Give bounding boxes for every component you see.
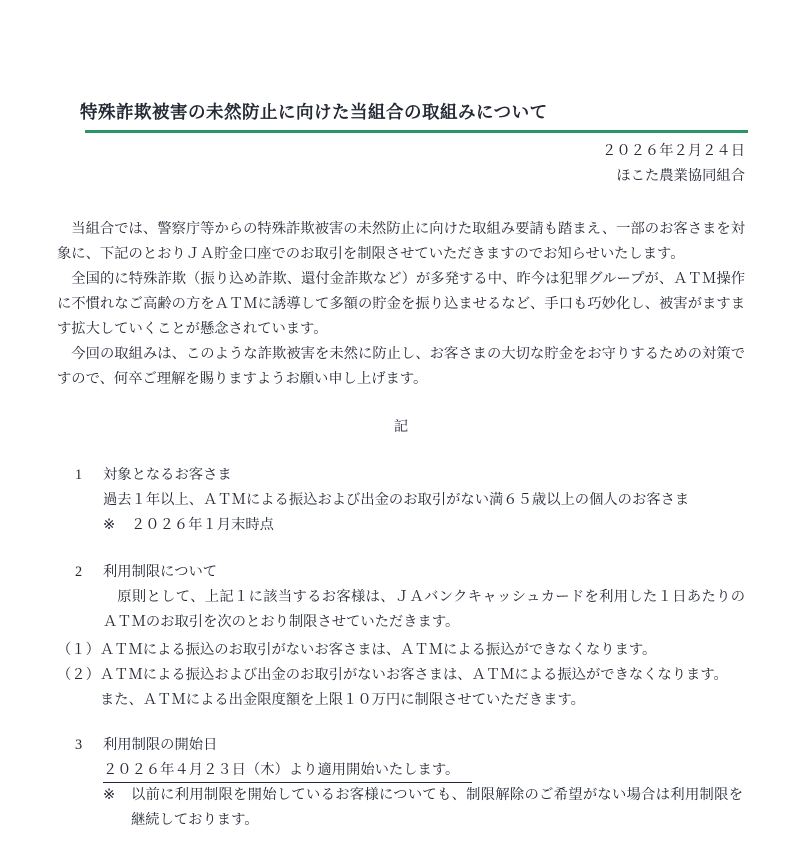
restriction-item: （２）ＡＴＭによる振込および出金のお取引がないお客さまは、ＡＴＭによる振込ができなくなります。 — [57, 667, 728, 683]
section-note — [103, 513, 745, 538]
restriction-item: （１）ＡＴＭによる振込のお取引がないお客さまは、ＡＴＭによる振込ができなくなります。 — [57, 642, 657, 658]
restriction-item-continuation: また、ＡＴＭによる出金限度額を上限１０万円に制限させていただきます。 — [100, 692, 585, 708]
section-heading — [75, 560, 745, 585]
intro-paragraph: 当組合では、警察庁等からの特殊詐欺被害の未然防止に向けた取組み要請も踏まえ、一部のお客さまを対象に、下記のとおりＪＡ貯金口座でのお取引を制限させていただきますのでお知らせいたします。 — [57, 221, 745, 262]
document-meta — [57, 139, 745, 189]
intro-paragraphs — [57, 217, 745, 392]
restriction-items — [57, 638, 745, 713]
note-mark: ※ — [103, 787, 115, 803]
section-heading — [75, 463, 745, 488]
intro-paragraph: 今回の取組みは、このような詐欺被害を未然に防止し、お客さまの大切な貯金をお守りするための対策ですので、何卒ご理解を賜りますようお願い申し上げます。 — [57, 346, 745, 387]
section-heading-text: 利用制限について — [103, 564, 218, 580]
section-heading-text: 対象となるお客さま — [103, 467, 232, 483]
section-note — [103, 783, 745, 833]
section-number: 1 — [75, 467, 83, 483]
date-line: ２０２６年２月２４日 — [602, 143, 745, 159]
intro-paragraph: 全国的に特殊詐欺（振り込め詐欺、還付金詐欺など）が多発する中、昨今は犯罪グループが、ＡＴＭ操作に不慣れなご高齢の方をＡＴＭに誘導して多額の貯金を振り込ませるなど、手口も巧妙化し、被害がますます拡大していくことが懸念されています。 — [57, 271, 745, 337]
note-text: 以前に利用制限を開始しているお客様についても、制限解除のご希望がない場合は利用制限を継続しております。 — [131, 787, 743, 828]
page-title: 特殊詐欺被害の未然防止に向けた当組合の取組みについて — [80, 102, 548, 122]
section-start-date — [57, 733, 745, 833]
note-mark: ※ — [103, 517, 115, 533]
section-usage-restriction — [57, 560, 745, 713]
section-number: 2 — [75, 564, 83, 580]
section-heading-text: 利用制限の開始日 — [103, 737, 218, 753]
start-date-underlined-text: ２０２６年４月２３日（木）より適用開始いたします。 — [103, 758, 472, 783]
section-heading — [75, 733, 745, 758]
section-body: 過去１年以上、ＡＴＭによる振込および出金のお取引がない満６５歳以上の個人のお客さま — [103, 492, 690, 508]
section-body: 原則として、上記１に該当するお客様は、ＪＡバンクキャッシュカードを利用した１日あたりのＡＴＭのお取引を次のとおり制限させていただきます。 — [103, 589, 745, 630]
section-target-customers — [57, 463, 745, 538]
section-number: 3 — [75, 737, 83, 753]
note-text: ２０２６年１月末時点 — [131, 517, 274, 533]
start-date-line — [103, 758, 745, 783]
title-divider — [85, 130, 748, 133]
organization-line: ほこた農業協同組合 — [616, 168, 745, 184]
ki-label: 記 — [393, 419, 409, 435]
